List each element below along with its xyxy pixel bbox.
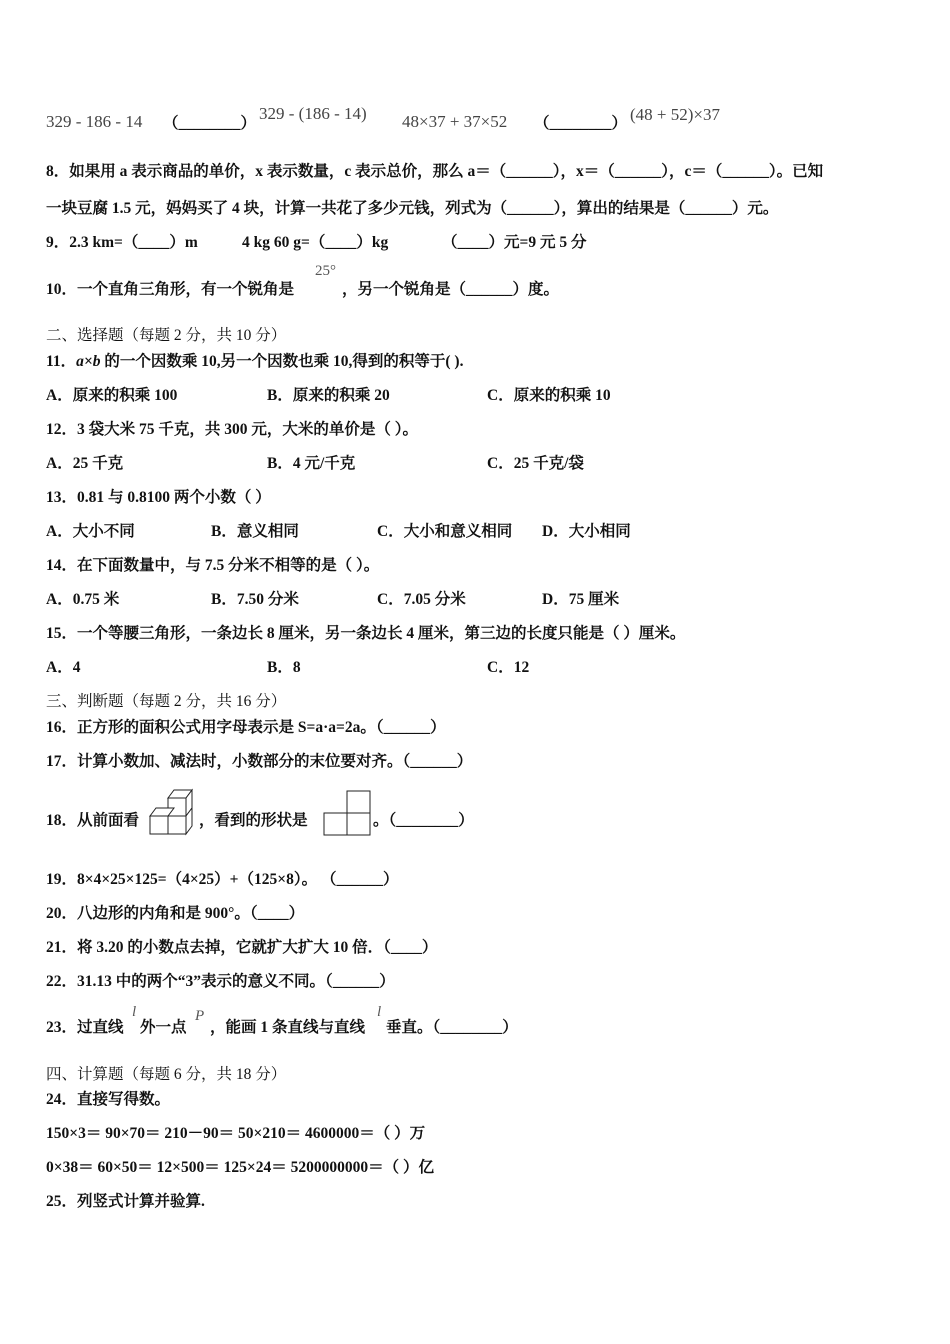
q15-option-b[interactable]: B．8 xyxy=(267,659,301,676)
q7-expr3: 48×37 + 37×52 xyxy=(402,112,508,131)
q9-part2: 4 kg 60 g=（____）kg xyxy=(242,234,389,251)
q22: 22．31.13 中的两个“3”表示的意义不同。（______） xyxy=(46,973,395,990)
q11-stem xyxy=(46,352,463,372)
q7-expr1: 329 - 186 - 14 xyxy=(46,112,143,131)
front-view-shape xyxy=(323,790,373,836)
q7-expr4: (48 + 52)×37 xyxy=(630,105,720,124)
q11-num: 11． xyxy=(46,353,77,370)
q9-part3: （____）元=9 元 5 分 xyxy=(442,234,587,251)
q8-line1: 8．如果用 a 表示商品的单价，x 表示数量，c 表示总价，那么 a＝（______），x＝（______），c＝（______）。已知 xyxy=(46,163,824,180)
q12-stem: 12．3 袋大米 75 千克，共 300 元，大米的单价是（ ）。 xyxy=(46,421,419,438)
q24-row1: 150×3＝ 90×70＝ 210－90＝ 50×210＝ 4600000＝（ ）万 xyxy=(46,1125,426,1142)
q7-expr2: 329 - (186 - 14) xyxy=(259,104,367,123)
q23-before: 23．过直线 xyxy=(46,1019,124,1036)
q7-blank2: （________） xyxy=(534,115,628,132)
q16: 16．正方形的面积公式用字母表示是 S=a·a=2a。（______） xyxy=(46,719,446,736)
q7-expr2-wrap xyxy=(259,104,367,125)
q13-option-d[interactable]: D．大小相同 xyxy=(542,523,631,540)
q11-option-c[interactable]: C．原来的积乘 10 xyxy=(487,387,611,404)
q19: 19．8×4×25×125=（4×25）+（125×8）。 （______） xyxy=(46,871,399,888)
q23-middle2: ，能画 1 条直线与直线 xyxy=(210,1019,366,1036)
section2-title: 二、选择题（每题 2 分，共 10 分） xyxy=(46,327,287,344)
q12-option-a[interactable]: A．25 千克 xyxy=(46,455,124,472)
q12-option-b[interactable]: B．4 元/千克 xyxy=(267,455,356,472)
q18-middle: ，看到的形状是 xyxy=(199,812,308,829)
q18-before: 18．从前面看 xyxy=(46,812,140,829)
q14-stem: 14．在下面数量中，与 7.5 分米不相等的是（ ）。 xyxy=(46,557,380,574)
q11-var: a×b xyxy=(76,353,101,370)
q23-line-l1: l xyxy=(132,1004,137,1020)
q13-stem: 13．0.81 与 0.8100 两个小数（ ） xyxy=(46,489,271,506)
q10-before: 10．一个直角三角形，有一个锐角是 xyxy=(46,281,295,298)
q8-line2: 一块豆腐 1.5 元，妈妈买了 4 块，计算一共花了多少元钱，列式为（______），算出的结果是（______）元。 xyxy=(46,200,779,217)
q18-after: 。（________） xyxy=(373,812,474,829)
section4-title: 四、计算题（每题 6 分，共 18 分） xyxy=(46,1066,287,1083)
q7-expr4-wrap xyxy=(630,105,720,126)
q24-row2: 0×38＝ 60×50＝ 12×500＝ 125×24＝ 5200000000＝（ ）亿 xyxy=(46,1159,434,1176)
q12-option-c[interactable]: C．25 千克/袋 xyxy=(487,455,584,472)
q24-stem: 24．直接写得数。 xyxy=(46,1091,171,1108)
cube-stack-figure xyxy=(148,786,194,836)
q7-blank1: （________） xyxy=(163,115,257,132)
q23-middle1: 外一点 xyxy=(140,1019,187,1036)
q13-option-a[interactable]: A．大小不同 xyxy=(46,523,135,540)
q23-line-l2: l xyxy=(377,1004,382,1020)
q11-option-a[interactable]: A．原来的积乘 100 xyxy=(46,387,178,404)
q13-option-b[interactable]: B．意义相同 xyxy=(211,523,299,540)
q13-option-c[interactable]: C．大小和意义相同 xyxy=(377,523,513,540)
q20: 20．八边形的内角和是 900°。（____） xyxy=(46,905,305,922)
q17: 17．计算小数加、减法时，小数部分的末位要对齐。（______） xyxy=(46,753,473,770)
q14-option-b[interactable]: B．7.50 分米 xyxy=(211,591,299,608)
q7-expr3-wrap xyxy=(402,112,507,133)
q14-option-d[interactable]: D．75 厘米 xyxy=(542,591,620,608)
q15-stem: 15．一个等腰三角形，一条边长 8 厘米，另一条边长 4 厘米，第三边的长度只能是（ ）厘米。 xyxy=(46,625,686,642)
q10-angle: 25° xyxy=(315,263,336,279)
q11-option-b[interactable]: B．原来的积乘 20 xyxy=(267,387,390,404)
q11-text: 的一个因数乘 10,另一个因数也乘 10,得到的积等于( ). xyxy=(100,353,464,370)
q23-after: 垂直。（________） xyxy=(386,1019,518,1036)
q25: 25．列竖式计算并验算. xyxy=(46,1193,205,1210)
q21: 21．将 3.20 的小数点去掉，它就扩大扩大 10 倍．（____） xyxy=(46,939,438,956)
q9-part1: 9．2.3 km=（____）m xyxy=(46,234,198,251)
section3-title: 三、判断题（每题 2 分，共 16 分） xyxy=(46,693,287,710)
q15-option-c[interactable]: C．12 xyxy=(487,659,530,676)
q23-point-p: P xyxy=(195,1008,205,1024)
q10-after: ，另一个锐角是（______）度。 xyxy=(342,281,560,298)
q14-option-a[interactable]: A．0.75 米 xyxy=(46,591,120,608)
q14-option-c[interactable]: C．7.05 分米 xyxy=(377,591,466,608)
q15-option-a[interactable]: A．4 xyxy=(46,659,81,676)
q7-line xyxy=(46,112,142,133)
